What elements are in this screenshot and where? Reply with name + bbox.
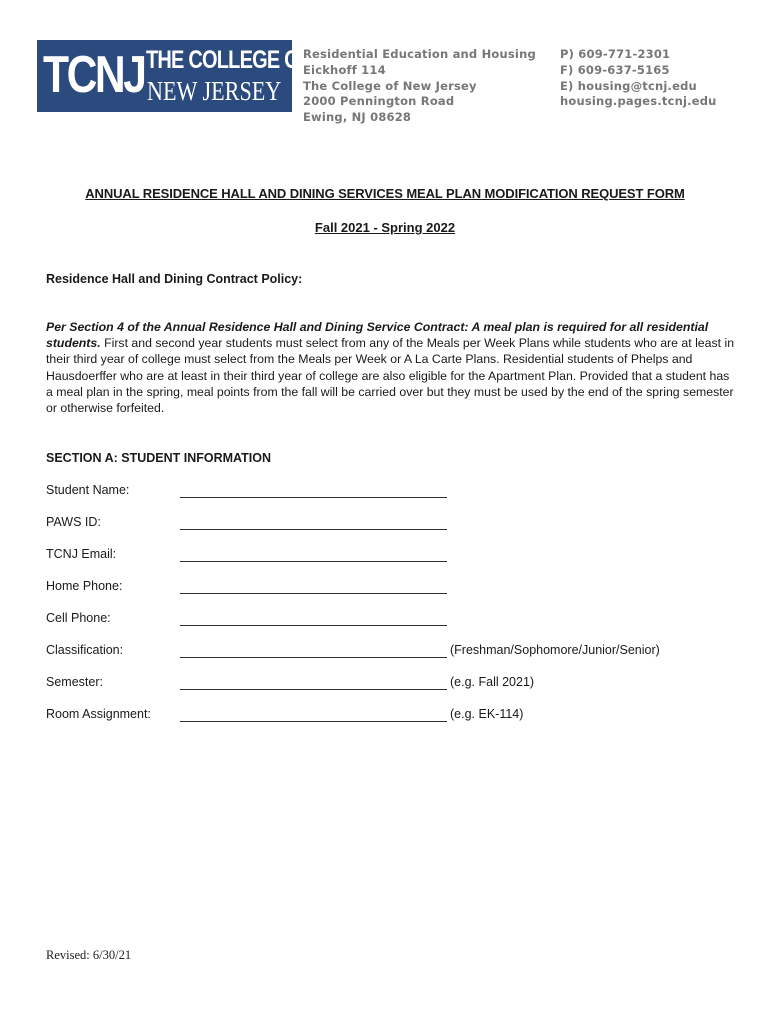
form-term: Fall 2021 - Spring 2022 [314, 220, 456, 235]
classification-field[interactable] [180, 643, 447, 658]
home-phone-field[interactable] [180, 579, 447, 594]
policy-text [46, 319, 736, 416]
field-label: Room Assignment: [46, 707, 151, 721]
field-label: Cell Phone: [46, 611, 111, 625]
website: housing.pages.tcnj.edu [560, 94, 717, 109]
phone-number: P) 609-771-2301 [560, 47, 671, 61]
address-line: Eickhoff 114 [303, 62, 386, 77]
field-hint: (Freshman/Sophomore/Junior/Senior) [450, 643, 660, 657]
field-hint: (e.g. Fall 2021) [450, 675, 535, 689]
email-address: E) housing@tcnj.edu [560, 78, 697, 93]
tcnj-logo [37, 40, 311, 112]
revision-date: Revised: 6/30/21 [46, 948, 132, 962]
address-line: 2000 Pennington Road [303, 94, 455, 109]
address-line: Ewing, NJ 08628 [303, 110, 412, 125]
office-address [303, 47, 536, 126]
field-label: TCNJ Email: [46, 547, 117, 561]
field-hint: (e.g. EK-114) [450, 707, 524, 721]
address-line: The College of New Jersey [303, 78, 477, 93]
room-assignment-field[interactable] [180, 707, 447, 722]
section-a-heading: SECTION A: STUDENT INFORMATION [46, 451, 271, 465]
logo-line-2: NEW JERSEY [147, 76, 282, 106]
cell-phone-field[interactable] [180, 611, 447, 626]
tcnj-email-field[interactable] [180, 547, 447, 562]
field-label: Classification: [46, 643, 124, 657]
field-label: Home Phone: [46, 579, 123, 593]
logo-acronym: TCNJ [43, 46, 145, 104]
address-line: Residential Education and Housing [303, 47, 536, 61]
student-name-field[interactable] [180, 483, 447, 498]
semester-field[interactable] [180, 675, 447, 690]
field-label: PAWS ID: [46, 515, 101, 529]
fax-number: F) 609-637-5165 [560, 62, 670, 77]
office-contact [560, 47, 717, 110]
field-label: Semester: [46, 675, 103, 689]
paws-id-field[interactable] [180, 515, 447, 530]
policy-heading: Residence Hall and Dining Contract Policy: [46, 272, 303, 286]
form-title: ANNUAL RESIDENCE HALL AND DINING SERVICES MEAL PLAN MODIFICATION REQUEST FORM [85, 186, 685, 201]
policy-body: First and second year students must select from any of the Meals per Week Plans while students who are at least in their third year of college must select from the Meals per Week or A La Carte Plans. Residential students of Phelps and Hausdoerffer who are at least in their third year of college are also eligible for the Apartment Plan. Provided that a student has a meal plan in the spring, meal points from the fall will be carried over but they must be used by the end of the spring semester or otherwise forfeited. [46, 336, 735, 416]
field-label: Student Name: [46, 483, 130, 497]
logo-line-1: THE COLLEGE OF [146, 46, 311, 74]
policy-lead: Per Section 4 of the Annual Residence Hall and Dining Service Contract: A meal plan is required for all residential students. [46, 320, 709, 351]
